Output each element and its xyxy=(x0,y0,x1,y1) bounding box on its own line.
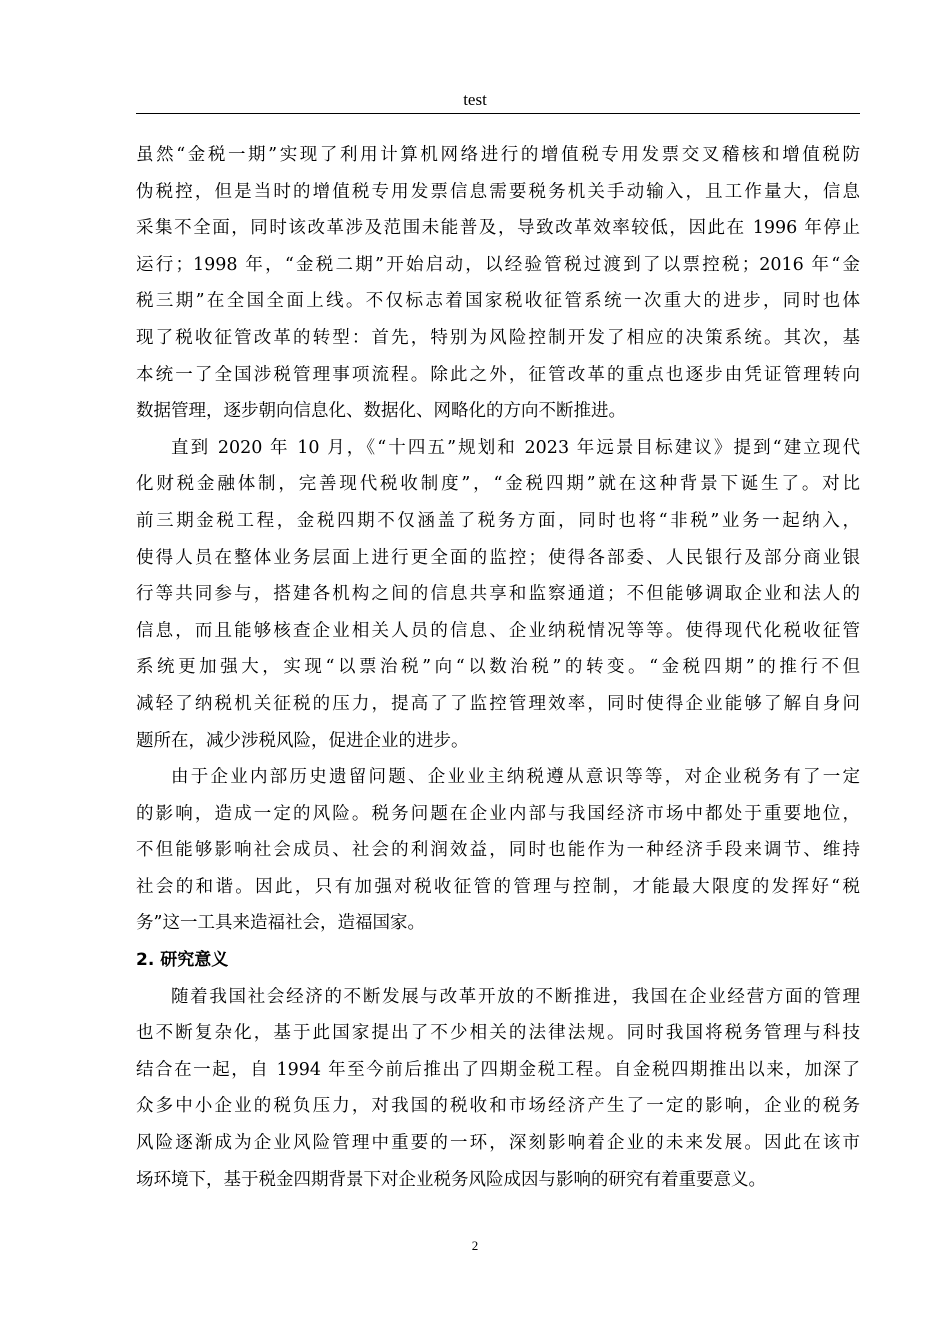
paragraph-3 xyxy=(136,759,860,942)
text-line: 使得人员在整体业务层面上进行更全面的监控；使得各部委、人民银行及部分商业银 xyxy=(136,547,860,568)
section-heading: 2. 研究意义 xyxy=(136,950,229,971)
text-line: 的影响，造成一定的风险。税务问题在企业内部与我国经济市场中都处于重要地位， xyxy=(136,803,860,824)
text-line: 随着我国社会经济的不断发展与改革开放的不断推进，我国在企业经营方面的管理 xyxy=(171,986,860,1007)
text-line: 众多中小企业的税负压力，对我国的税收和市场经济产生了一定的影响，企业的税务 xyxy=(136,1096,860,1117)
text-line: 不但能够影响社会成员、社会的利润效益，同时也能作为一种经济手段来调节、维持 xyxy=(136,840,860,861)
text-line: 也不断复杂化，基于此国家提出了不少相关的法律法规。同时我国将税务管理与科技 xyxy=(136,1023,860,1044)
header-rule xyxy=(136,113,860,114)
text-line: 现了税收征管改革的转型：首先，特别为风险控制开发了相应的决策系统。其次，基 xyxy=(136,327,860,348)
text-line: 场环境下，基于税金四期背景下对企业税务风险成因与影响的研究有着重要意义。 xyxy=(136,1169,766,1190)
paragraph-1 xyxy=(136,137,860,430)
text-line: 社会的和谐。因此，只有加强对税收征管的管理与控制，才能最大限度的发挥好“税 xyxy=(136,876,860,897)
paragraph-2 xyxy=(136,430,860,759)
text-line: 题所在，减少涉税风险，促进企业的进步。 xyxy=(136,730,469,751)
text-line: 结合在一起，自 1994 年至今前后推出了四期金税工程。自金税四期推出以来，加深了 xyxy=(136,1059,860,1080)
text-line: 系统更加强大，实现“以票治税”向“以数治税”的转变。“金税四期”的推行不但 xyxy=(136,657,860,678)
text-line: 行等共同参与，搭建各机构之间的信息共享和监察通道；不但能够调取企业和法人的 xyxy=(136,584,860,605)
text-line: 采集不全面，同时该改革涉及范围未能普及，导致改革效率较低，因此在 1996 年停止 xyxy=(136,218,860,239)
text-line: 税三期”在全国全面上线。不仅标志着国家税收征管系统一次重大的进步，同时也体 xyxy=(136,291,860,312)
text-line: 风险逐渐成为企业风险管理中重要的一环，深刻影响着企业的未来发展。因此在该市 xyxy=(136,1133,860,1154)
text-line: 虽然“金税一期”实现了利用计算机网络进行的增值税专用发票交叉稽核和增值税防 xyxy=(136,145,860,165)
text-line: 本统一了全国涉税管理事项流程。除此之外，征管改革的重点也逐步由凭证管理转向 xyxy=(136,364,860,385)
text-line: 前三期金税工程，金税四期不仅涵盖了税务方面，同时也将“非税”业务一起纳入， xyxy=(136,510,860,531)
text-line: 减轻了纳税机关征税的压力，提高了了监控管理效率，同时使得企业能够了解自身问 xyxy=(136,693,860,714)
text-line: 由于企业内部历史遗留问题、企业业主纳税遵从意识等等，对企业税务有了一定 xyxy=(171,767,860,788)
page-number: 2 xyxy=(471,1238,479,1253)
text-line: 伪税控，但是当时的增值税专用发票信息需要税务机关手动输入，且工作量大，信息 xyxy=(136,181,860,202)
page-header-title: test xyxy=(463,90,487,109)
paragraph-4 xyxy=(136,979,860,1199)
text-line: 务”这一工具来造福社会，造福国家。 xyxy=(136,913,425,934)
text-line: 数据管理，逐步朝向信息化、数据化、网略化的方向不断推进。 xyxy=(136,401,626,422)
text-line: 信息，而且能够核查企业相关人员的信息、企业纳税情况等等。使得现代化税收征管 xyxy=(136,620,860,641)
text-line: 运行；1998 年，“金税二期”开始启动，以经验管税过渡到了以票控税；2016 年“金 xyxy=(136,254,860,275)
document-body xyxy=(136,137,860,1198)
text-line: 化财税金融体制，完善现代税收制度”，“金税四期”就在这种背景下诞生了。对比 xyxy=(136,474,860,495)
text-line: 直到 2020 年 10 月，《“十四五”规划和 2023 年远景目标建议》提到“建立现代 xyxy=(171,437,860,458)
